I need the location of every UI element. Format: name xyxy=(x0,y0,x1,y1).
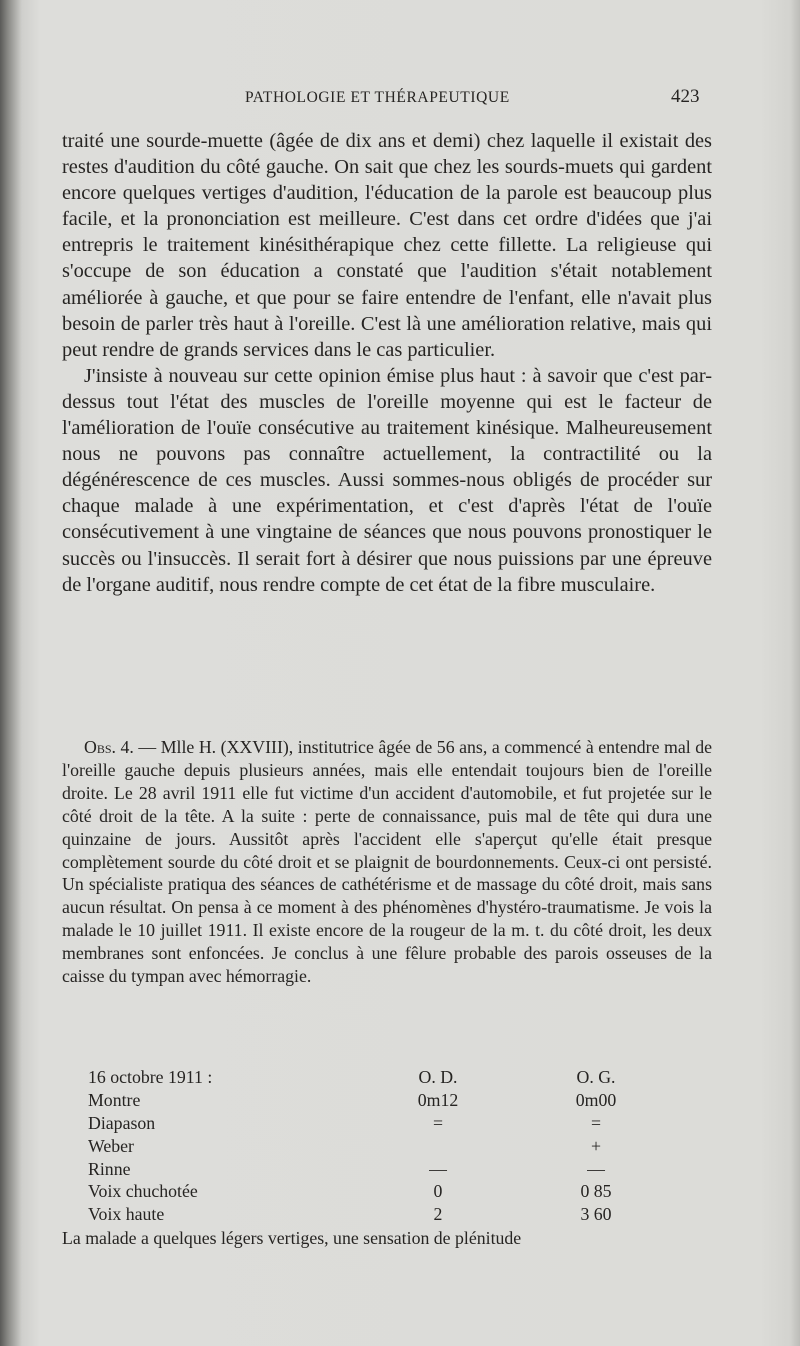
table-row xyxy=(62,1089,712,1112)
table-row xyxy=(62,1203,712,1226)
row-label: Diapason xyxy=(88,1112,156,1133)
paragraph: J'insiste à nouveau sur cette opinion émise plus haut : à savoir que c'est par-dessus tout l'état des muscles de l'oreille moyenne qui est le facteur de l'amélioration de l'ouïe consécutive au traitement kinésique. Malheureusement nous ne pouvons pas connaître actuellement, la contractilité ou la dégénérescence de ces muscles. Aussi sommes-nous obligés de procéder sur chaque malade à une expérimentation, et c'est d'après l'état de l'ouïe consécutivement à une vingtaine de séances que nous pouvons pronostiquer le succès ou l'insuccès. Il serait fort à désirer que nous puissions par une épreuve de l'organe auditif, nous rendre compte de cet état de la fibre musculaire. xyxy=(62,364,712,596)
table-row xyxy=(62,1158,712,1181)
page-header xyxy=(0,86,800,112)
od-value: 2 xyxy=(433,1204,443,1225)
row-label: Voix haute xyxy=(88,1204,165,1225)
main-text xyxy=(62,128,712,598)
og-value: 0 85 xyxy=(580,1181,612,1202)
table-date: 16 octobre 1911 : xyxy=(88,1067,213,1087)
running-head: PATHOLOGIE ET THÉRAPEUTIQUE xyxy=(245,89,510,106)
row-label: Montre xyxy=(88,1089,141,1110)
row-label: Voix chuchotée xyxy=(88,1181,198,1202)
page-number: 423 xyxy=(671,86,700,107)
row-label: Weber xyxy=(88,1135,134,1156)
table-row xyxy=(62,1135,712,1158)
table-row xyxy=(62,1180,712,1203)
od-value: = xyxy=(432,1112,444,1133)
paragraph: traité une sourde-muette (âgée de dix ans et demi) chez laquelle il existait des restes d'audition du côté gauche. On sait que chez les sourds-muets qui gardent encore quelques vertiges d'audition, l'éducation de la parole est beaucoup plus facile, et la prononciation est meilleure. C'est dans cet ordre d'idées que j'ai entrepris le traitement kinésithérapique chez cette fillette. La religieuse qui s'occupe de son éducation a constaté que l'audition s'était notablement améliorée à gauche, et que pour se faire entendre de l'enfant, elle n'avait plus besoin de parler très haut à l'oreille. C'est là une amélioration relative, mais qui peut rendre de grands services dans le cas particulier. xyxy=(62,130,712,361)
og-value: 3 60 xyxy=(580,1204,612,1225)
og-value: 0m00 xyxy=(575,1089,617,1110)
table-row xyxy=(62,1112,712,1135)
observation-label: Obs. 4. xyxy=(84,737,134,757)
observation-block xyxy=(62,736,712,988)
od-value: — xyxy=(429,1158,447,1179)
column-od: O. D. xyxy=(418,1067,458,1087)
observation-text: — Mlle H. (XXVIII), institutrice âgée de 56 ans, a commencé à entendre mal de l'oreille gauche depuis plusieurs années, mais elle entendait toujours bien de l'oreille droite. Le 28 avril 1911 elle fut victime d'un accident d'automobile, et fut projetée sur le côté droit de la tête. A la suite : perte de connaissance, puis mal de tête qui dura une quinzaine de jours. Aussitôt après l'accident elle s'aperçut qu'elle était presque complètement sourde du côté droit et se plaignit de bourdonnements. Ceux-ci ont persisté. Un spécialiste pratiqua des séances de cathétérisme et de massage du côté droit, mais sans aucun résultat. On pensa à ce moment à des phénomènes d'hystéro-traumatisme. Je vois la malade le 10 juillet 1911. Il existe encore de la rougeur de la m. t. du côté droit, les deux membranes sont enfoncées. Je conclus à une fêlure probable des parois osseuses de la caisse du tympan avec hémorragie. xyxy=(62,737,712,987)
od-value: 0 xyxy=(433,1181,443,1202)
og-value: = xyxy=(590,1112,602,1133)
table-header-row xyxy=(62,1066,712,1089)
observation-paragraph xyxy=(62,736,712,988)
column-og: O. G. xyxy=(576,1067,616,1087)
og-value: — xyxy=(587,1158,605,1179)
od-value: 0m12 xyxy=(417,1089,459,1110)
closing-line: La malade a quelques légers vertiges, une sensation de plénitude xyxy=(62,1228,522,1248)
exam-table xyxy=(62,1066,712,1226)
row-label: Rinne xyxy=(88,1158,131,1179)
og-value: + xyxy=(590,1135,602,1156)
